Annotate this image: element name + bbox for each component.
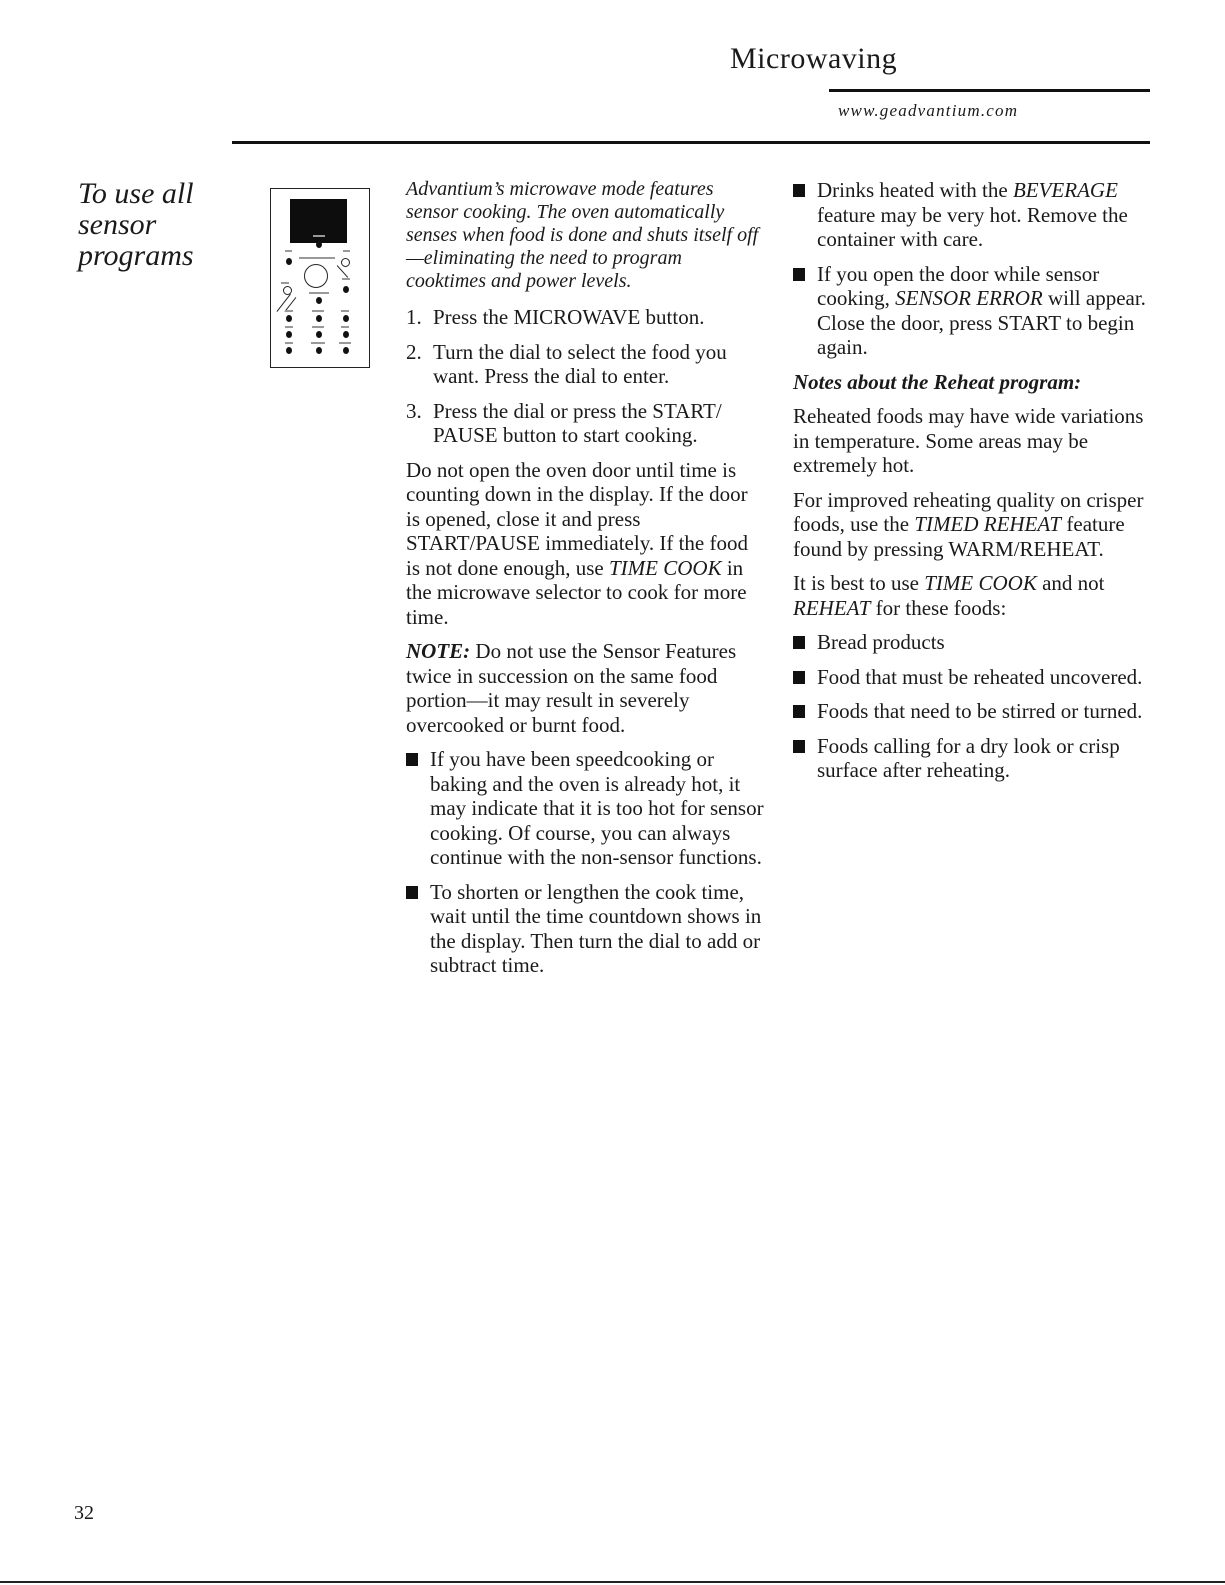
bullet-text: If you open the door while sensor cooking,	[817, 261, 1100, 310]
step-number: 2.	[406, 339, 422, 364]
bullet-item	[406, 747, 766, 870]
time-cook-term: TIME COOK	[924, 571, 1037, 595]
bullet-text: will appear. Close the door, press START to begin again.	[817, 286, 1146, 359]
food-list-item	[793, 665, 1155, 690]
intro-paragraph: Advantium’s microwave mode features sensor cooking. The oven automatically senses when food is done and shuts itself off—eliminating the need to program cooktimes and power levels.	[406, 178, 759, 292]
food-list-item	[793, 699, 1155, 724]
panel-label-mark	[285, 310, 293, 312]
paragraph-text: It is best to use	[793, 571, 925, 595]
food-list-item	[793, 734, 1155, 783]
control-panel-illustration	[270, 188, 370, 368]
panel-button-dot	[343, 286, 349, 293]
bullet-text: To shorten or lengthen the cook time, wait until the time countdown shows in the display. Then turn the dial to add or subtract time.	[430, 879, 762, 977]
note-paragraph	[406, 639, 766, 737]
step-1	[406, 305, 766, 330]
step-text: Press the MICROWAVE button.	[433, 305, 705, 329]
panel-button-dot	[286, 315, 292, 322]
door-paragraph	[406, 458, 766, 630]
bullet-square	[793, 636, 805, 649]
header-url: www.geadvantium.com	[838, 101, 1019, 120]
step-2	[406, 340, 766, 389]
panel-knob	[341, 258, 350, 267]
panel-label-mark	[281, 282, 289, 284]
door-text-before: Do not open the oven door until time is counting down in the display. If the door is opened, close it and press START/PAUSE immediately. If the food is not done enough, use	[406, 457, 748, 580]
time-cook-term: TIME COOK	[608, 555, 722, 580]
bullet-square	[793, 705, 805, 718]
bullet-text: Bread products	[817, 630, 945, 654]
panel-button-dot	[316, 347, 322, 354]
step-number: 3.	[406, 398, 422, 423]
bullet-item	[793, 262, 1155, 360]
bullet-text: feature may be very hot. Remove the container with care.	[817, 202, 1128, 251]
step-text: Turn the dial to select the food you want. Press the dial to enter.	[433, 339, 727, 388]
panel-label-mark	[285, 342, 293, 344]
bullet-item	[406, 880, 766, 978]
paragraph-text: For improved reheating quality on crisper foods, use the	[793, 487, 1144, 536]
paragraph-text: feature found by pressing WARM/REHEAT.	[793, 512, 1125, 561]
panel-label-mark	[312, 326, 324, 328]
panel-button-dot	[316, 297, 322, 304]
panel-label-mark	[339, 342, 351, 344]
left-text-column	[406, 178, 766, 988]
page-number: 32	[74, 1502, 94, 1524]
panel-label-mark	[313, 235, 325, 237]
panel-button-dot	[343, 331, 349, 338]
step-3	[406, 399, 766, 448]
panel-label-mark	[311, 342, 325, 344]
reheat-paragraph-3	[793, 571, 1155, 620]
bullet-square	[793, 268, 805, 281]
beverage-term: BEVERAGE	[1012, 178, 1118, 202]
panel-label-mark	[342, 278, 350, 280]
reheat-paragraph-1: Reheated foods may have wide variations in temperature. Some areas may be extremely hot.	[793, 404, 1144, 477]
panel-button-dot	[343, 347, 349, 354]
bullet-text: Food that must be reheated uncovered.	[817, 664, 1143, 689]
bullet-text: Drinks heated with the	[817, 178, 1013, 202]
panel-label-mark	[312, 310, 324, 312]
note-label: NOTE:	[406, 639, 471, 663]
panel-button-dot	[316, 241, 322, 248]
panel-label-mark	[343, 250, 350, 252]
top-divider	[232, 141, 1150, 144]
bullet-square	[793, 740, 805, 753]
reheat-paragraph-2	[793, 488, 1155, 562]
bullet-text: If you have been speedcooking or baking and the oven is already hot, it may indicate that it is too hot for sensor cooking. Of course, you can always continue with the non-sensor functions.	[430, 747, 764, 869]
bullet-square	[406, 753, 418, 766]
reheat-term: REHEAT	[793, 595, 871, 620]
panel-label-mark	[309, 292, 329, 294]
panel-button-dot	[286, 347, 292, 354]
paragraph-text: and not	[1036, 571, 1105, 595]
header-rule	[829, 89, 1150, 92]
bottom-edge-rule	[0, 1581, 1225, 1583]
panel-button-dot	[286, 258, 292, 265]
panel-label-mark	[341, 326, 349, 328]
bullet-square	[793, 671, 805, 684]
panel-button-dot	[286, 331, 292, 338]
panel-dial	[304, 264, 328, 288]
panel-pointer-arrow	[337, 265, 349, 278]
panel-button-dot	[343, 315, 349, 322]
panel-label-mark	[341, 310, 349, 312]
step-number: 1.	[406, 305, 422, 329]
section-title: To use all sensor programs	[78, 177, 194, 272]
panel-label-mark	[285, 326, 293, 328]
sensor-error-term: SENSOR ERROR	[895, 286, 1043, 310]
bullet-square	[793, 184, 805, 197]
bullet-text: Foods that need to be stirred or turned.	[817, 699, 1143, 723]
notes-heading: Notes about the Reheat program:	[793, 369, 1082, 394]
bullet-square	[406, 886, 418, 899]
panel-label-mark	[285, 250, 292, 252]
note-text: Do not use the Sensor Features twice in succession on the same food portion—it may result in severely overcooked or burnt food.	[406, 639, 737, 737]
step-text: Press the dial or press the START/ PAUSE button to start cooking.	[433, 398, 722, 447]
paragraph-text: for these foods:	[870, 595, 1007, 620]
right-text-column	[793, 178, 1155, 793]
panel-button-dot	[316, 331, 322, 338]
page-header-title: Microwaving	[730, 42, 898, 75]
panel-label-mark	[299, 257, 335, 259]
food-list-item	[793, 630, 1155, 655]
door-text-after: in the microwave selector to cook for more time.	[406, 555, 747, 629]
timed-reheat-term: TIMED REHEAT	[914, 512, 1062, 536]
panel-button-dot	[316, 315, 322, 322]
bullet-text: Foods calling for a dry look or crisp surface after reheating.	[817, 733, 1120, 782]
bullet-item	[793, 178, 1155, 252]
